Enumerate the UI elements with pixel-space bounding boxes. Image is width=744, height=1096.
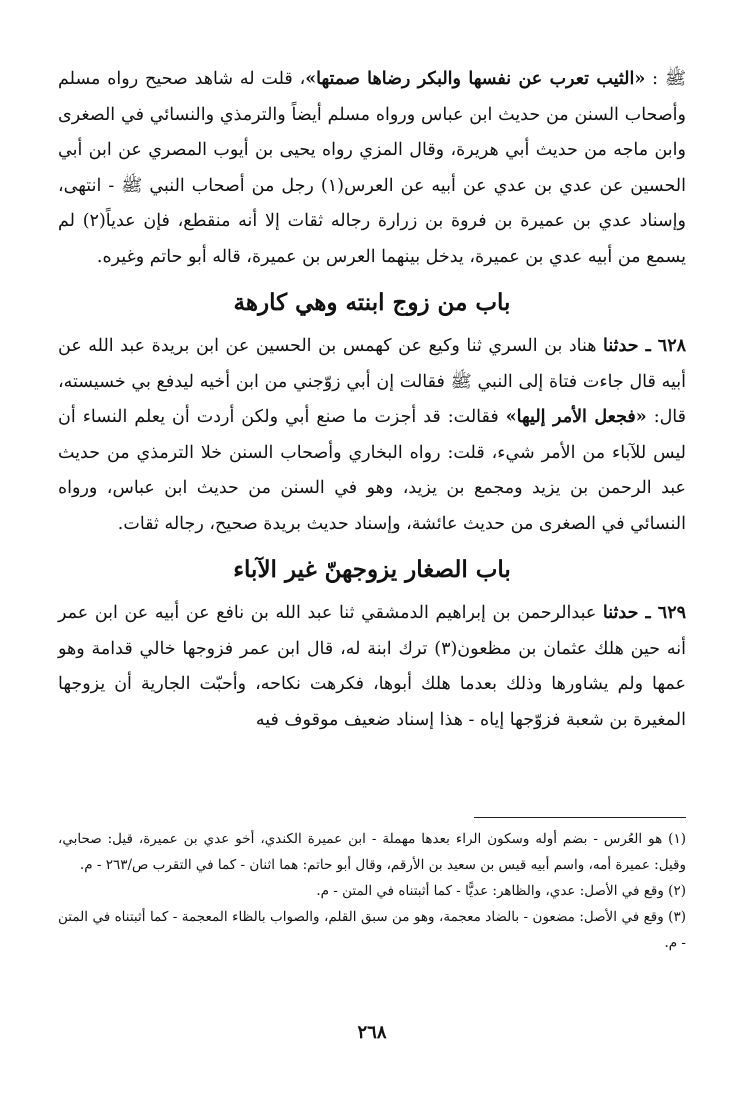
- paragraph-text: عبدالرحمن بن إبراهيم الدمشقي ثنا عبد الله بن نافع عن أبيه عن ابن عمر أنه حين هلك عثمان بن مظعون(٣) ترك ابنة له، قال ابن عمر فزوجها خالي قدامة وهو عمها ولم يشاورها وذلك بعدما هلك أبوها، فكرهت نكاحه، وأحبّت الجارية أن يزوجها المغيرة بن شعبة فزوّجها إياه - هذا إسناد ضعيف موقوف فيه: [58, 603, 686, 730]
- chapter-heading-1: باب من زوج ابنته وهي كارهة: [233, 289, 511, 316]
- hadith-quote: «فجعل الأمر إليها»: [505, 407, 647, 427]
- footnotes: [58, 826, 686, 956]
- prophet-salutation: ﷺ :: [645, 69, 686, 89]
- footnote-1: (١) هو العُرس - بضم أوله وسكون الراء بعدها مهملة - ابن عميرة الكندي، أخو عدي بن عميرة، قيل: صحابي، وقيل: عميرة أمه، واسم أبيه قيس بن سعيد بن الأرقم، وقال أبو حاتم: هما اثنان - كما في التقرب ص/٢٦٣ - م.: [58, 831, 686, 873]
- hadith-number: ٦٢٨ ـ حدثنا: [603, 336, 686, 356]
- paragraph-text: فقالت: قد أجزت ما صنع أبي ولكن أردت أن يعلم النساء أن ليس للآباء من الأمر شيء، قلت: رواه البخاري وأصحاب السنن خلا الترمذي من حديث عبد الرحمن بن يزيد ومجمع بن يزيد، وهو في السنن من حديث ابن عباس، ورواه النسائي في الصغرى من حديث عائشة، وإسناد حديث بريدة صحيح، رجاله ثقات.: [58, 407, 686, 534]
- paragraph-hadith-continuation: [58, 62, 686, 275]
- paragraph-hadith-629: [58, 596, 686, 738]
- page-number: ٢٦٨: [357, 1022, 387, 1043]
- chapter-heading-2: باب الصغار يزوجهنّ غير الآباء: [233, 556, 511, 583]
- paragraph-text: هناد بن السري ثنا وكيع عن كهمس بن الحسين عن ابن بريدة عبد الله عن أبيه قال جاءت فتاة إلى النبي ﷺ فقالت إن أبي زوّجني من ابن أخيه ليدفع بي خسيسته، قال:: [58, 336, 687, 427]
- footnote-separator: [474, 817, 686, 818]
- footnote-2: (٢) وقع في الأصل: عدي، والظاهر: عديًّا - كما أثبتناه في المتن - م.: [316, 883, 686, 899]
- hadith-number: ٦٢٩ ـ حدثنا: [602, 603, 686, 623]
- hadith-quote: «الثيب تعرب عن نفسها والبكر رضاها صمتها»: [305, 69, 646, 89]
- paragraph-text: ، قلت له شاهد صحيح رواه مسلم وأصحاب السنن من حديث ابن عباس ورواه مسلم أيضاً والترمذي والنسائي في الصغرى وابن ماجه من حديث أبي هريرة، وقال المزي رواه يحيى بن أيوب المصري عن ابن أبي الحسين عن عدي بن عدي عن أبيه عن العرس(١) رجل من أصحاب النبي ﷺ - انتهى، وإسناد عدي بن عميرة بن فروة بن زرارة رجاله ثقات إلا أنه منقطع، فإن عدياً(٢) لم يسمع من أبيه عدي بن عميرة، يدخل بينهما العرس بن عميرة، قاله أبو حاتم وغيره.: [58, 69, 687, 267]
- footnote-3: (٣) وقع في الأصل: مضعون - بالضاد معجمة، وهو من سبق القلم، والصواب بالظاء المعجمة - كما أثبتناه في المتن - م.: [58, 909, 686, 951]
- paragraph-hadith-628: [58, 329, 686, 542]
